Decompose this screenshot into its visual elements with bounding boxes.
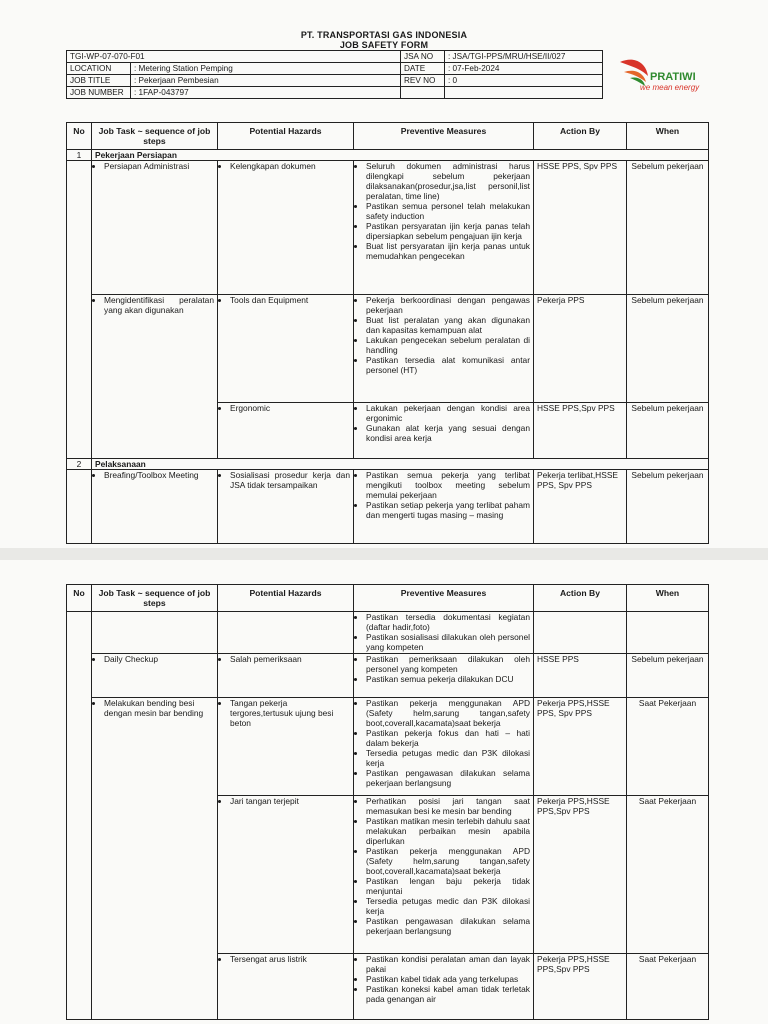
col-hazards: Potential Hazards bbox=[218, 123, 354, 150]
table-header-row bbox=[67, 123, 709, 150]
job-title-value: : Pekerjaan Pembesian bbox=[131, 75, 401, 87]
hazard-cell: • Tersengat arus listrik bbox=[218, 954, 354, 1020]
section-row bbox=[67, 150, 709, 161]
jsa-no-label: JSA NO bbox=[401, 51, 445, 63]
when-cell: Sebelum pekerjaan bbox=[627, 654, 709, 698]
date-label: DATE bbox=[401, 63, 445, 75]
task-cell: • Melakukan bending besi dengan mesin bar bending bbox=[92, 698, 218, 1020]
col-measures: Preventive Measures bbox=[354, 123, 534, 150]
col-action-by: Action By bbox=[534, 123, 627, 150]
when-cell: Sebelum pekerjaan bbox=[627, 161, 709, 295]
hazard-cell: • Tangan pekerja tergores,tertusuk ujung besi beton bbox=[218, 698, 354, 796]
svg-text:PRATIWI: PRATIWI bbox=[650, 71, 696, 83]
when-cell bbox=[627, 612, 709, 654]
pratiwi-logo bbox=[612, 52, 708, 100]
action-cell bbox=[534, 612, 627, 654]
when-cell: Sebelum pekerjaan bbox=[627, 470, 709, 544]
when-cell: Saat Pekerjaan bbox=[627, 698, 709, 796]
table-row bbox=[67, 470, 709, 544]
page-separator bbox=[0, 548, 768, 560]
measures-cell: • Pastikan semua pekerja yang terlibat mengikuti toolbox meeting sebelum memulai pekerjaan • Pastikan setiap pekerja yang terlibat paham dan mengerti tugas masing – masing bbox=[354, 470, 534, 544]
when-cell: Sebelum pekerjaan bbox=[627, 295, 709, 403]
hazard-cell: • Kelengkapan dokumen bbox=[218, 161, 354, 295]
action-cell: HSSE PPS,Spv PPS bbox=[534, 403, 627, 459]
col-job-task: Job Task ~ sequence of job steps bbox=[92, 123, 218, 150]
hazard-cell: • Tools dan Equipment bbox=[218, 295, 354, 403]
date-value: : 07-Feb-2024 bbox=[445, 63, 603, 75]
hazard-cell bbox=[218, 612, 354, 654]
measures-cell: • Pastikan kondisi peralatan aman dan layak pakai • Pastikan kabel tidak ada yang terkelupas • Pastikan koneksi kabel aman tidak terletak pada genangan air bbox=[354, 954, 534, 1020]
table-row bbox=[67, 654, 709, 698]
hazard-cell: • Ergonomic bbox=[218, 403, 354, 459]
section-title: Pekerjaan Persiapan bbox=[92, 150, 709, 161]
action-cell: Pekerja PPS,HSSE PPS, Spv PPS bbox=[534, 698, 627, 796]
location-label: LOCATION bbox=[67, 63, 131, 75]
task-cell: • Persiapan Administrasi bbox=[92, 161, 218, 295]
hazard-cell: • Salah pemeriksaan bbox=[218, 654, 354, 698]
table-row bbox=[67, 295, 709, 403]
action-cell: Pekerja PPS bbox=[534, 295, 627, 403]
jsa-no-value: : JSA/TGI-PPS/MRU/HSE/II/027 bbox=[445, 51, 603, 63]
measures-cell: • Perhatikan posisi jari tangan saat memasukan besi ke mesin bar bending • Pastikan matikan mesin terlebih dahulu saat melakukan perbaikan mesin apabila diperlukan • Pastikan pekerja menggunakan APD (Safety helm,sarung tangan,safety boot,coverall,kacamata)saat bekerja • Pastikan lengan baju pekerja tidak menjuntai • Tersedia petugas medic dan P3K dilokasi kerja • Pastikan pengawasan dilakukan selama pekerjaan berlangsung bbox=[354, 796, 534, 954]
task-cell: • Breafing/Toolbox Meeting bbox=[92, 470, 218, 544]
measures-cell: • Pastikan tersedia dokumentasi kegiatan (daftar hadir,foto) • Pastikan sosialisasi dilakukan oleh personel yang kompeten bbox=[354, 612, 534, 654]
job-number-label: JOB NUMBER bbox=[67, 87, 131, 99]
rev-no-value: : 0 bbox=[445, 75, 603, 87]
section-title: Pelaksanaan bbox=[92, 459, 709, 470]
col-no: No bbox=[67, 585, 92, 612]
action-cell: HSSE PPS bbox=[534, 654, 627, 698]
measures-cell: • Seluruh dokumen administrasi harus dilengkapi sebelum pekerjaan dilaksanakan(prosedur,jsa,list personil,list peralatan, time line) • Pastikan semua personel telah melakukan safety induction • Pastikan persyaratan ijin kerja panas telah dipersiapkan sebelum pengajuan ijin kerja • Buat list persyaratan ijin kerja panas untuk memudahkan pengecekan bbox=[354, 161, 534, 295]
form-title: JOB SAFETY FORM bbox=[339, 40, 429, 50]
measures-cell: • Lakukan pekerjaan dengan kondisi area ergonimic • Gunakan alat kerja yang sesuai dengan kondisi area kerja bbox=[354, 403, 534, 459]
col-job-task: Job Task ~ sequence of job steps bbox=[92, 585, 218, 612]
section-no: 1 bbox=[67, 150, 92, 161]
jsa-table-page-1 bbox=[66, 122, 709, 544]
job-number-value: : 1FAP-043797 bbox=[131, 87, 401, 99]
table-row bbox=[67, 612, 709, 654]
when-cell: Sebelum pekerjaan bbox=[627, 403, 709, 459]
task-cell bbox=[92, 612, 218, 654]
location-value: : Metering Station Pemping bbox=[131, 63, 401, 75]
form-code: TGI-WP-07-070-F01 bbox=[67, 51, 401, 63]
table-row bbox=[67, 698, 709, 796]
measures-cell: • Pastikan pemeriksaan dilakukan oleh personel yang kompeten • Pastikan semua pekerja dilakukan DCU bbox=[354, 654, 534, 698]
section-row bbox=[67, 459, 709, 470]
company-name: PT. TRANSPORTASI GAS INDONESIA bbox=[300, 30, 468, 40]
when-cell: Saat Pekerjaan bbox=[627, 954, 709, 1020]
task-cell: • Mengidentifikasi peralatan yang akan digunakan bbox=[92, 295, 218, 459]
col-no: No bbox=[67, 123, 92, 150]
form-page-2 bbox=[0, 560, 768, 1024]
col-when: When bbox=[627, 123, 709, 150]
measures-cell: • Pekerja berkoordinasi dengan pengawas pekerjaan • Buat list peralatan yang akan digunakan dan kapasitas kemampuan alat • Lakukan pengecekan sebelum peralatan di handling • Pastikan tersedia alat komunikasi antar personel (HT) bbox=[354, 295, 534, 403]
hazard-cell: • Sosialisasi prosedur kerja dan JSA tidak tersampaikan bbox=[218, 470, 354, 544]
col-action-by: Action By bbox=[534, 585, 627, 612]
section-no: 2 bbox=[67, 459, 92, 470]
job-title-label: JOB TITLE bbox=[67, 75, 131, 87]
task-cell: • Daily Checkup bbox=[92, 654, 218, 698]
action-cell: HSSE PPS, Spv PPS bbox=[534, 161, 627, 295]
rev-no-label: REV NO bbox=[401, 75, 445, 87]
measures-cell: • Pastikan pekerja menggunakan APD (Safety helm,sarung tangan,safety boot,coverall,kacamata)saat bekerja • Pastikan pekerja fokus dan hati – hati dalam bekerja • Tersedia petugas medic dan P3K dilokasi kerja • Pastikan pengawasan dilakukan selama pekerjaan berlangsung bbox=[354, 698, 534, 796]
when-cell: Saat Pekerjaan bbox=[627, 796, 709, 954]
action-cell: Pekerja terlibat,HSSE PPS, Spv PPS bbox=[534, 470, 627, 544]
action-cell: Pekerja PPS,HSSE PPS,Spv PPS bbox=[534, 796, 627, 954]
hazard-cell: • Jari tangan terjepit bbox=[218, 796, 354, 954]
col-measures: Preventive Measures bbox=[354, 585, 534, 612]
col-hazards: Potential Hazards bbox=[218, 585, 354, 612]
svg-text:we mean energy: we mean energy bbox=[640, 83, 700, 92]
col-when: When bbox=[627, 585, 709, 612]
jsa-table-page-2 bbox=[66, 584, 709, 1020]
action-cell: Pekerja PPS,HSSE PPS,Spv PPS bbox=[534, 954, 627, 1020]
table-row bbox=[67, 161, 709, 295]
table-header-row bbox=[67, 585, 709, 612]
